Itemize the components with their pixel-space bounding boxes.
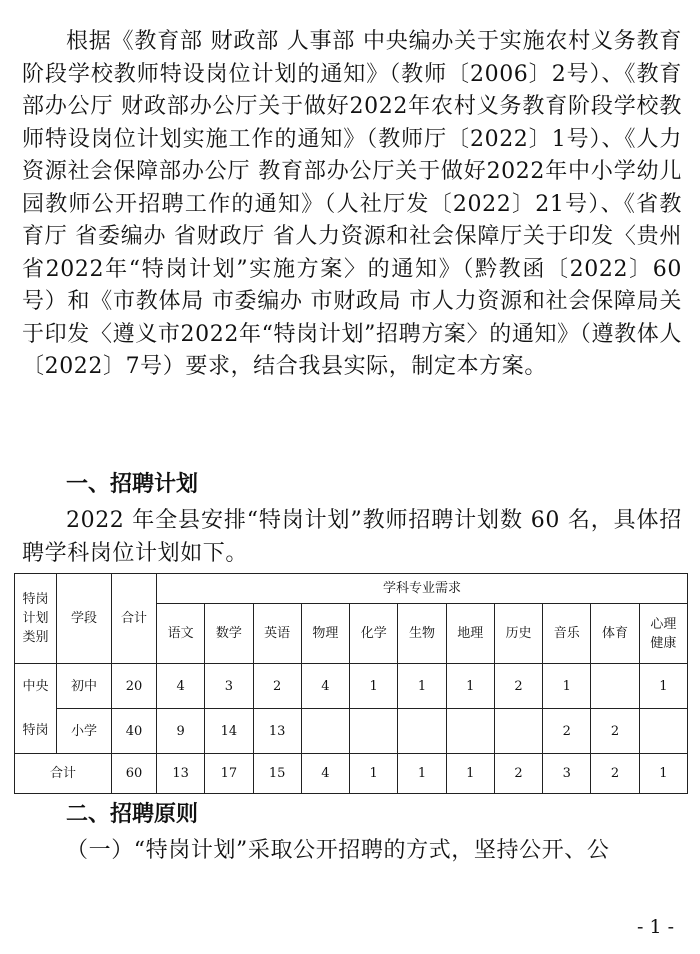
table-cell: 3 (543, 754, 591, 794)
section1-paragraph: 2022 年全县安排“特岗计划”教师招聘计划数 60 名，具体招聘学科岗位计划如下。 (22, 508, 682, 566)
table-cell: 17 (205, 754, 253, 794)
intro-paragraph: 根据《教育部 财政部 人事部 中央编办关于实施农村义务教育阶段学校教师特设岗位计划的通知》（教师〔2006〕2号）、《教育部办公厅 财政部办公厅关于做好2022年农村义务教育阶段学校教师特设岗位计划实施工作的通知》（教师厅〔2022〕1号）、《人力资源社会保障部办公厅 教育部办公厅关于做好2022年中小学幼儿园教师公开招聘工作的通知》（人社厅发〔2022〕21号）、《省教育厅 省委编办 省财政厅 省人力资源和社会保障厅关于印发〈贵州省2022年“特岗计划”实施方案〉的通知》（黔教函〔2022〕60号）和《市教体局 市委编办 市财政局 市人力资源和社会保障局关于印发〈遵义市2022年“特岗计划”招聘方案〉的通知》（遵教体人〔2022〕7号）要求，结合我县实际，制定本方案。 (22, 29, 682, 379)
header-subject-group: 学科专业需求 (157, 574, 688, 604)
table-cell (350, 709, 398, 754)
header-subject: 历史 (494, 604, 542, 664)
total-cell: 60 (112, 754, 157, 794)
header-subject: 心理健康 (639, 604, 687, 664)
stage-cell: 初中 (57, 664, 112, 709)
category-label: 特岗 (15, 709, 57, 754)
table-cell: 4 (301, 664, 349, 709)
table-header-row-1 (15, 574, 688, 604)
header-total: 合计 (112, 574, 157, 664)
section1-heading: 一、招聘计划 (66, 472, 199, 497)
table-cell: 15 (253, 754, 301, 794)
table-cell: 1 (398, 754, 446, 794)
total-cell: 40 (112, 709, 157, 754)
total-cell: 20 (112, 664, 157, 709)
table-cell: 2 (591, 754, 639, 794)
table-cell: 1 (398, 664, 446, 709)
table-cell (494, 709, 542, 754)
header-subject: 地理 (446, 604, 494, 664)
category-label: 中央 (15, 664, 57, 709)
table-cell (398, 709, 446, 754)
table-cell: 13 (157, 754, 205, 794)
table-cell (301, 709, 349, 754)
sum-label: 合计 (15, 754, 112, 794)
table-cell: 1 (446, 754, 494, 794)
table-cell: 14 (205, 709, 253, 754)
table-cell: 4 (301, 754, 349, 794)
table-cell: 2 (253, 664, 301, 709)
table-cell: 1 (350, 754, 398, 794)
table-cell: 2 (494, 754, 542, 794)
header-category: 特岗计划类别 (15, 574, 57, 664)
table-cell: 2 (591, 709, 639, 754)
header-subject: 数学 (205, 604, 253, 664)
header-subject: 语文 (157, 604, 205, 664)
header-subject: 体育 (591, 604, 639, 664)
stage-cell: 小学 (57, 709, 112, 754)
header-subject: 物理 (301, 604, 349, 664)
table-row (15, 664, 688, 709)
sum-row (15, 754, 688, 794)
table-cell: 13 (253, 709, 301, 754)
table-cell (591, 664, 639, 709)
table-cell: 1 (639, 664, 687, 709)
section2-heading: 二、招聘原则 (66, 802, 199, 827)
table-cell: 2 (494, 664, 542, 709)
table-cell: 1 (446, 664, 494, 709)
table-cell: 2 (543, 709, 591, 754)
table-cell: 1 (639, 754, 687, 794)
header-subject: 音乐 (543, 604, 591, 664)
table-cell: 9 (157, 709, 205, 754)
table-cell (446, 709, 494, 754)
header-subject: 生物 (398, 604, 446, 664)
table-cell (639, 709, 687, 754)
table-row (15, 709, 688, 754)
table-cell: 3 (205, 664, 253, 709)
page-number: - 1 - (636, 916, 674, 938)
header-stage: 学段 (57, 574, 112, 664)
table-cell: 1 (543, 664, 591, 709)
header-subject: 化学 (350, 604, 398, 664)
table-cell: 4 (157, 664, 205, 709)
recruitment-plan-table (14, 573, 688, 794)
table-cell: 1 (350, 664, 398, 709)
header-subject: 英语 (253, 604, 301, 664)
section2-paragraph: （一）“特岗计划”采取公开招聘的方式，坚持公开、公 (66, 838, 610, 863)
